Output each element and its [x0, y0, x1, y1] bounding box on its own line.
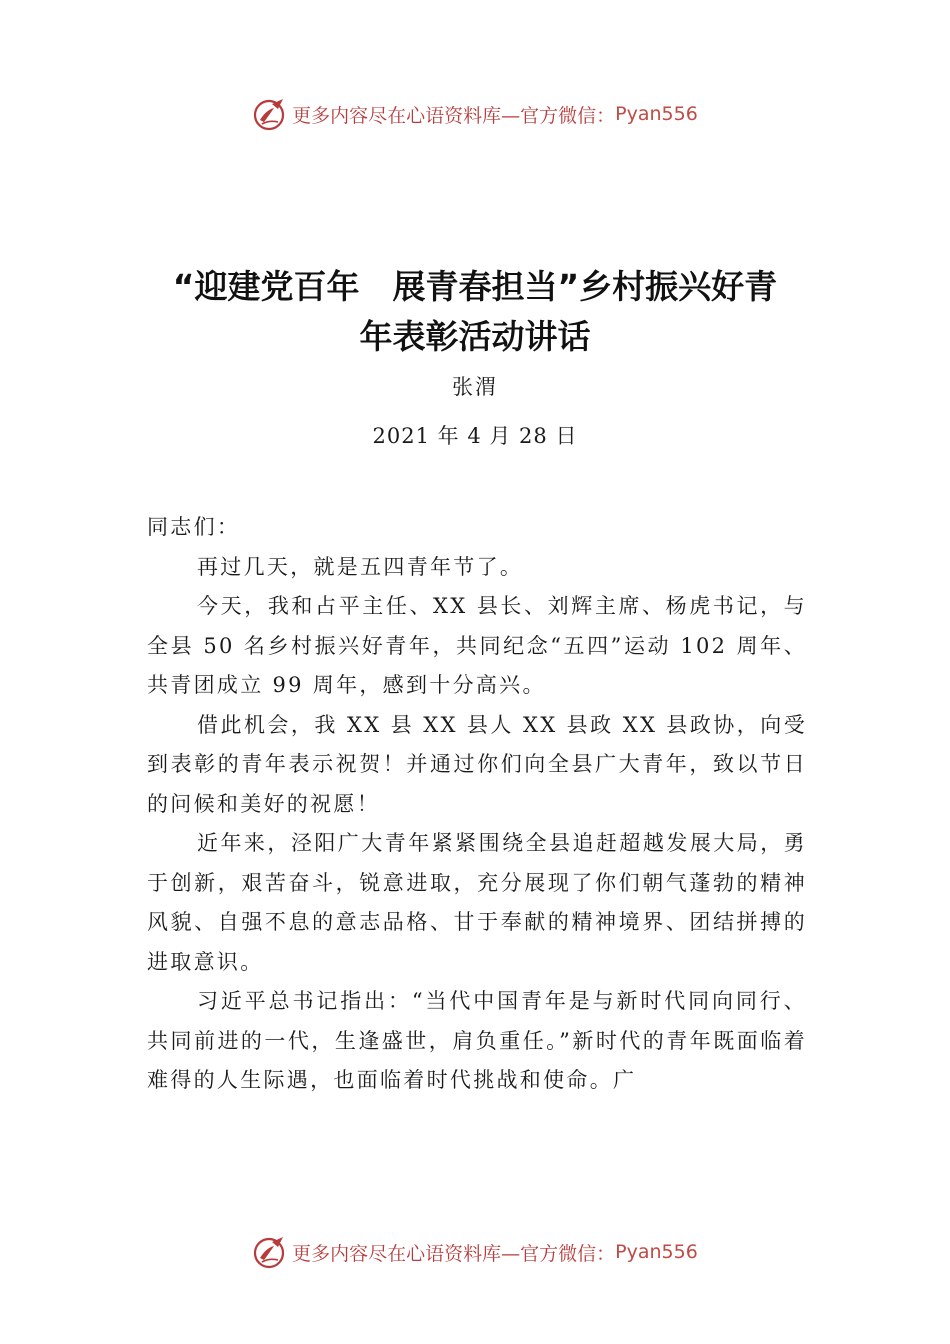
document-title: [0, 262, 950, 362]
title-line-2: 年表彰活动讲话: [359, 317, 591, 356]
title-line-1: “迎建党百年 展青春担当”乡村振兴好青: [172, 267, 778, 306]
pen-logo-icon: [252, 96, 288, 132]
document-body: [147, 508, 807, 1101]
watermark-wechat-id: Pyan556: [615, 1241, 698, 1263]
paragraph: 再过几天，就是五四青年节了。: [197, 554, 524, 579]
date: 2021 年 4 月 28 日: [372, 424, 578, 448]
author: 张渭: [452, 375, 498, 399]
pen-logo-icon: [252, 1234, 288, 1270]
salutation: 同志们：: [147, 515, 241, 539]
paragraph: 近年来，泾阳广大青年紧紧围绕全县追赶超越发展大局，勇于创新，艰苦奋斗，锐意进取，充分展现了你们朝气蓬勃的精神风貌、自强不息的意志品格、甘于奉献的精神境界、团结拼搏的进取意识。: [147, 831, 807, 974]
paragraph: 习近平总书记指出：“当代中国青年是与新时代同向同行、共同前进的一代，生逢盛世，肩负重任。”新时代的青年既面临着难得的人生际遇，也面临着时代挑战和使命。广: [147, 989, 807, 1092]
watermark-text: 更多内容尽在心语资料库—官方微信：: [292, 1242, 616, 1265]
paragraph: 借此机会，我 XX 县 XX 县人 XX 县政 XX 县政协，向受到表彰的青年表示祝贺！并通过你们向全县广大青年，致以节日的问候和美好的祝愿！: [147, 712, 807, 816]
watermark-wechat-id: Pyan556: [615, 103, 698, 125]
footer-watermark: [0, 1234, 950, 1270]
watermark-text: 更多内容尽在心语资料库—官方微信：: [292, 104, 616, 127]
header-watermark: [0, 96, 950, 132]
paragraph: 今天，我和占平主任、XX 县长、刘辉主席、杨虎书记，与全县 50 名乡村振兴好青年，共同纪念“五四”运动 102 周年、共青团成立 99 周年，感到十分高兴。: [147, 594, 807, 697]
